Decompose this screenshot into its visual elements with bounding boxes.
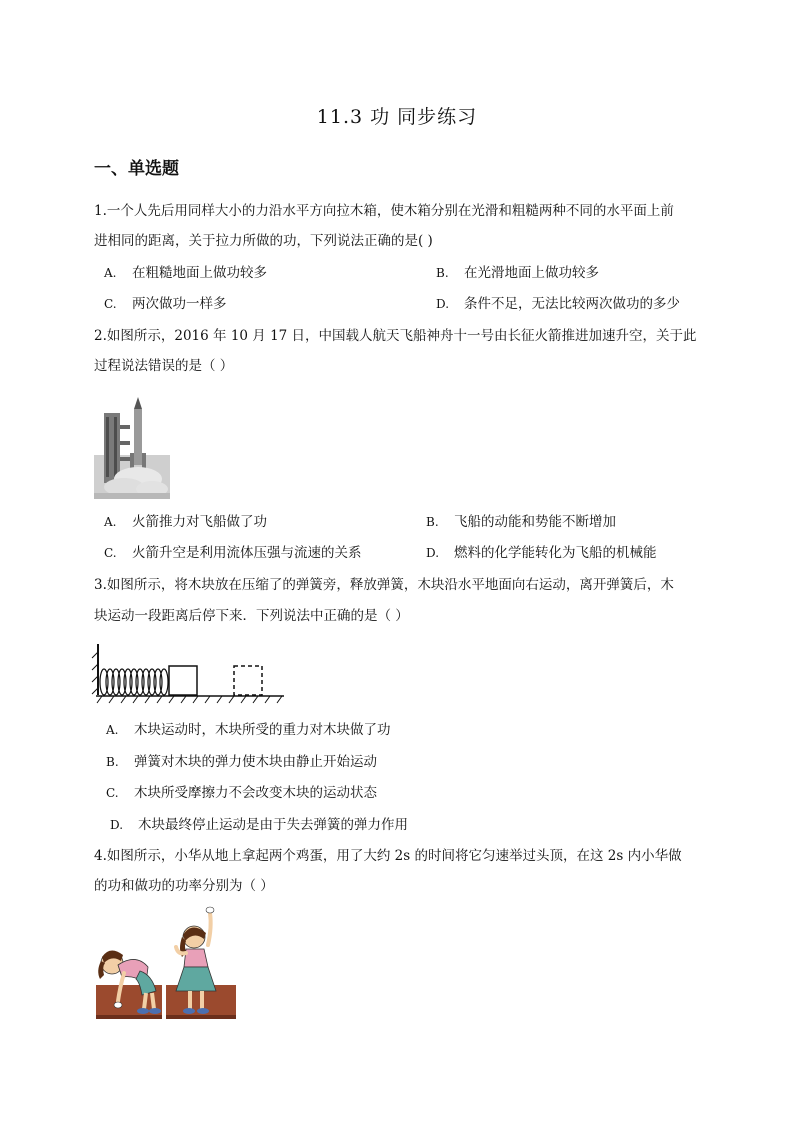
option-text: 木块最终停止运动是由于失去弹簧的弹力作用 (138, 817, 408, 833)
question-2-option-c[interactable] (104, 544, 362, 562)
option-key: A. (104, 515, 117, 529)
question-3-option-a[interactable] (106, 721, 391, 739)
question-1-line-2: 进相同的距离，关于拉力所做的功，下列说法正确的是( ) (94, 233, 433, 249)
page-title: 11.3 功 同步练习 (316, 106, 478, 128)
question-2-option-d[interactable] (426, 544, 657, 562)
option-text: 火箭推力对飞船做了功 (132, 514, 267, 530)
spring-block-diagram (92, 640, 288, 704)
option-key: D. (110, 818, 124, 832)
option-key: D. (426, 546, 440, 560)
option-key: B. (436, 266, 449, 280)
option-key: B. (426, 515, 439, 529)
option-key: C. (104, 297, 117, 311)
section-title: 一、单选题 (94, 159, 179, 179)
question-3-option-b[interactable] (106, 753, 377, 771)
question-1-option-c[interactable] (104, 295, 227, 313)
question-2-option-a[interactable] (104, 513, 267, 531)
question-1-option-b[interactable] (436, 264, 599, 282)
option-text: 飞船的动能和势能不断增加 (454, 514, 616, 530)
question-1-line-1: 1.一个人先后用同样大小的力沿水平方向拉木箱，使木箱分别在光滑和粗糙两种不同的水平面上前 (94, 203, 674, 219)
option-text: 火箭升空是利用流体压强与流速的关系 (132, 545, 362, 561)
question-2-option-b[interactable] (426, 513, 616, 531)
option-text: 在光滑地面上做功较多 (464, 265, 599, 281)
question-3-option-c[interactable] (106, 784, 377, 802)
question-3-line-1: 3.如图所示，将木块放在压缩了的弹簧旁，释放弹簧，木块沿水平地面向右运动，离开弹簧后，木 (94, 577, 674, 593)
question-2-line-2: 过程说法错误的是（ ） (94, 358, 234, 374)
option-key: D. (436, 297, 450, 311)
option-key: C. (104, 546, 117, 560)
option-text: 木块运动时，木块所受的重力对木块做了功 (134, 722, 391, 738)
option-text: 燃料的化学能转化为飞船的机械能 (454, 545, 657, 561)
rocket-launch-image (94, 395, 170, 499)
option-key: A. (106, 723, 119, 737)
option-text: 条件不足，无法比较两次做功的多少 (464, 296, 680, 312)
option-text: 在粗糙地面上做功较多 (132, 265, 267, 281)
option-key: A. (104, 266, 117, 280)
option-text: 弹簧对木块的弹力使木块由静止开始运动 (134, 754, 377, 770)
question-1-option-d[interactable] (436, 295, 680, 313)
question-2-line-1: 2.如图所示，2016 年 10 月 17 日，中国载人航天飞船神舟十一号由长征火箭推进加速升空，关于此 (94, 328, 697, 344)
option-key: B. (106, 755, 119, 769)
option-text: 木块所受摩擦力不会改变木块的运动状态 (134, 785, 377, 801)
question-1-option-a[interactable] (104, 264, 267, 282)
question-3-option-d[interactable] (110, 816, 408, 834)
question-4-line-1: 4.如图所示，小华从地上拿起两个鸡蛋，用了大约 2s 的时间将它匀速举过头顶，在这 2s 内小华做 (94, 848, 682, 864)
option-text: 两次做功一样多 (132, 296, 227, 312)
question-3-line-2: 块运动一段距离后停下来．下列说法中正确的是（ ） (94, 608, 409, 624)
girl-lifting-eggs-image (96, 905, 236, 1020)
question-4-line-2: 的功和做功的功率分别为（ ） (94, 878, 274, 894)
option-key: C. (106, 786, 119, 800)
